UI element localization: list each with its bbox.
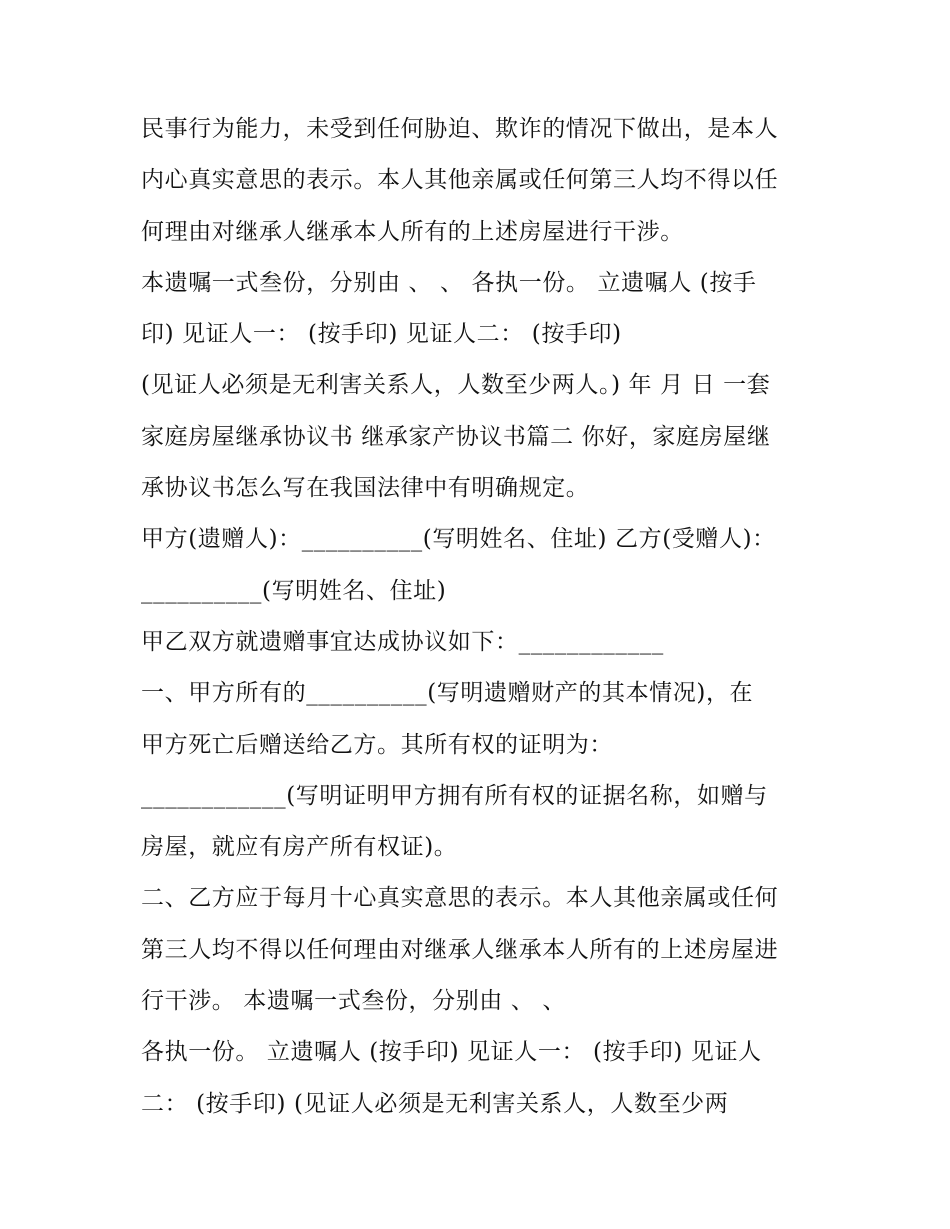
text-line: (见证人必须是无利害关系人，人数至少两人。) 年 月 日 一套 xyxy=(141,372,771,399)
text-line: 何理由对继承人继承本人所有的上述房屋进行干涉。 xyxy=(141,218,684,245)
text-line: 第三人均不得以任何理由对继承人继承本人所有的上述房屋进 xyxy=(141,936,779,963)
text-line: 房屋，就应有房产所有权证)。 xyxy=(141,834,458,861)
text-line: 甲方死亡后赠送给乙方。其所有权的证明为： xyxy=(141,731,613,758)
text-line: __________(写明姓名、住址) xyxy=(141,577,447,604)
text-line: 家庭房屋继承协议书 继承家产协议书篇二 你好，家庭房屋继 xyxy=(141,423,771,450)
text-line: 一、甲方所有的__________(写明遗赠财产的其本情况)，在 xyxy=(141,680,754,707)
text-line: 行干涉。 本遗嘱一式叁份，分别由 、 、 xyxy=(141,988,566,1015)
text-line: ____________(写明证明甲方拥有所有权的证据名称，如赠与 xyxy=(141,782,768,809)
text-line: 内心真实意思的表示。本人其他亲属或任何第三人均不得以任 xyxy=(141,167,779,194)
text-line: 印) 见证人一： (按手印) 见证人二： (按手印) xyxy=(141,321,622,348)
text-line: 二、乙方应于每月十心真实意思的表示。本人其他亲属或任何 xyxy=(141,885,779,912)
document-body xyxy=(141,104,821,1130)
text-line: 民事行为能力，未受到任何胁迫、欺诈的情况下做出，是本人 xyxy=(141,116,779,142)
text-line: 二： (按手印) (见证人必须是无利害关系人，人数至少两 xyxy=(141,1090,729,1117)
text-line: 各执一份。 立遗嘱人 (按手印) 见证人一： (按手印) 见证人 xyxy=(141,1039,762,1066)
text-line: 甲乙双方就遗赠事宜达成协议如下：____________ xyxy=(141,628,664,655)
text-line: 本遗嘱一式叁份，分别由 、 、 各执一份。 立遗嘱人 (按手 xyxy=(141,269,757,296)
text-line: 承协议书怎么写在我国法律中有明确规定。 xyxy=(141,475,590,502)
text-line: 甲方(遗赠人)：__________(写明姓名、住址) 乙方(受赠人)： xyxy=(141,526,776,553)
